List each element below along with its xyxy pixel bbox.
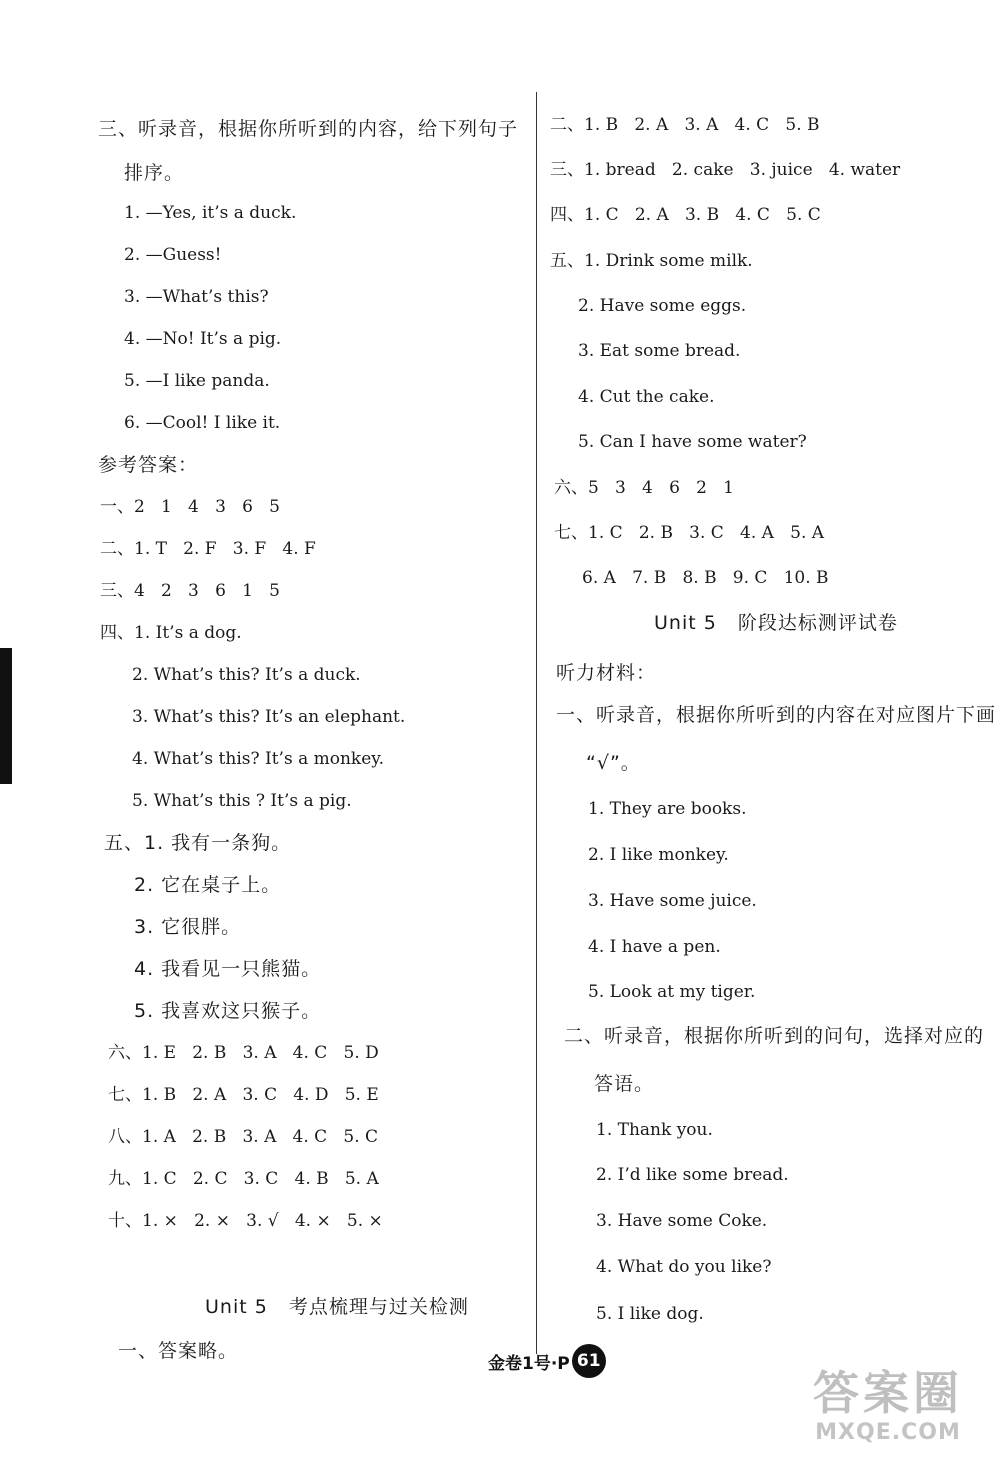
section-2-title: 二、听录音，根据你所听到的问句，选择对应的 xyxy=(564,1025,985,1047)
column-divider xyxy=(536,92,537,1354)
answer-line: 四、1. It’s a dog. xyxy=(100,623,242,643)
answer-line: 四、1. C 2. A 3. B 4. C 5. C xyxy=(550,205,821,225)
section-3-title: 三、听录音，根据你所听到的内容，给下列句子 xyxy=(98,118,519,140)
answer-line: 3. Eat some bread. xyxy=(578,341,741,361)
answer-line: 六、1. E 2. B 3. A 4. C 5. D xyxy=(108,1043,379,1063)
answer-line: 五、1. Drink some milk. xyxy=(550,251,753,271)
section-2-title-cont: 答语。 xyxy=(594,1073,655,1095)
section-1-title: 一、听录音，根据你所听到的内容在对应图片下画 xyxy=(556,704,997,726)
watermark-logo xyxy=(788,1366,988,1458)
watermark-title: 答案圈 xyxy=(813,1366,963,1420)
answer-line: 十、1. × 2. × 3. √ 4. × 5. × xyxy=(108,1211,383,1231)
section-1-title-cont: “√”。 xyxy=(586,752,641,774)
answer-line: 4. Cut the cake. xyxy=(578,387,715,407)
answer-line: 4. What’s this? It’s a monkey. xyxy=(132,749,385,769)
answer-line: 三、4 2 3 6 1 5 xyxy=(100,581,280,601)
answer-line: 5. 我喜欢这只猴子。 xyxy=(134,1000,322,1022)
answer-line: 五、1. 我有一条狗。 xyxy=(104,832,292,854)
answer-line: 三、1. bread 2. cake 3. juice 4. water xyxy=(550,160,901,180)
answer-line: 七、1. B 2. A 3. C 4. D 5. E xyxy=(108,1085,379,1105)
watermark-url: MXQE.COM xyxy=(815,1420,961,1445)
listening-line: 3. Have some Coke. xyxy=(596,1211,768,1231)
answer-line: 3. What’s this? It’s an elephant. xyxy=(132,707,406,727)
section-3-title-cont: 排序。 xyxy=(124,162,185,184)
answer-line: 八、1. A 2. B 3. A 4. C 5. C xyxy=(108,1127,379,1147)
answer-key-heading: 参考答案： xyxy=(98,454,199,476)
dialog-line: 6. —Cool! I like it. xyxy=(124,413,281,433)
listening-line: 5. Look at my tiger. xyxy=(588,982,756,1002)
answer-line: 七、1. C 2. B 3. C 4. A 5. A xyxy=(554,523,825,543)
listening-line: 1. Thank you. xyxy=(596,1120,713,1140)
answer-line: 2. What’s this? It’s a duck. xyxy=(132,665,361,685)
dialog-line: 1. —Yes, it’s a duck. xyxy=(124,203,297,223)
answer-line: 3. 它很胖。 xyxy=(134,916,242,938)
answer-line: 2. 它在桌子上。 xyxy=(134,874,282,896)
dialog-line: 5. —I like panda. xyxy=(124,371,270,391)
answer-line: 5. What’s this ? It’s a pig. xyxy=(132,791,352,811)
dialog-line: 3. —What’s this? xyxy=(124,287,269,307)
listening-line: 2. I’d like some bread. xyxy=(596,1165,789,1185)
page-footer xyxy=(488,1343,606,1379)
answer-line: 2. Have some eggs. xyxy=(578,296,747,316)
answer-line: 二、1. B 2. A 3. A 4. C 5. B xyxy=(550,115,820,135)
listening-line: 4. I have a pen. xyxy=(588,937,721,957)
listening-line: 3. Have some juice. xyxy=(588,891,757,911)
answer-line: 六、5 3 4 6 2 1 xyxy=(554,478,734,498)
dialog-line: 2. —Guess! xyxy=(124,245,222,265)
listening-line: 5. I like dog. xyxy=(596,1304,704,1324)
scan-edge-mark xyxy=(0,648,12,784)
page-number-badge: 61 xyxy=(572,1344,606,1378)
answer-line: 九、1. C 2. C 3. C 4. B 5. A xyxy=(108,1169,379,1189)
answer-line: 二、1. T 2. F 3. F 4. F xyxy=(100,539,316,559)
answer-line: 5. Can I have some water? xyxy=(578,432,807,452)
dialog-line: 4. —No! It’s a pig. xyxy=(124,329,282,349)
answer-line: 6. A 7. B 8. B 9. C 10. B xyxy=(582,568,829,588)
answer-line: 一、2 1 4 3 6 5 xyxy=(100,497,280,517)
footer-brand: 金卷1号·P xyxy=(488,1353,570,1374)
listening-line: 4. What do you like? xyxy=(596,1257,772,1277)
listening-material-heading: 听力材料： xyxy=(556,662,657,684)
unit-5-review-heading: Unit 5 考点梳理与过关检测 xyxy=(205,1296,469,1318)
listening-line: 2. I like monkey. xyxy=(588,845,729,865)
answer-line: 一、答案略。 xyxy=(118,1340,239,1362)
listening-line: 1. They are books. xyxy=(588,799,747,819)
unit-5-test-heading: Unit 5 阶段达标测评试卷 xyxy=(654,612,898,634)
answer-line: 4. 我看见一只熊猫。 xyxy=(134,958,322,980)
